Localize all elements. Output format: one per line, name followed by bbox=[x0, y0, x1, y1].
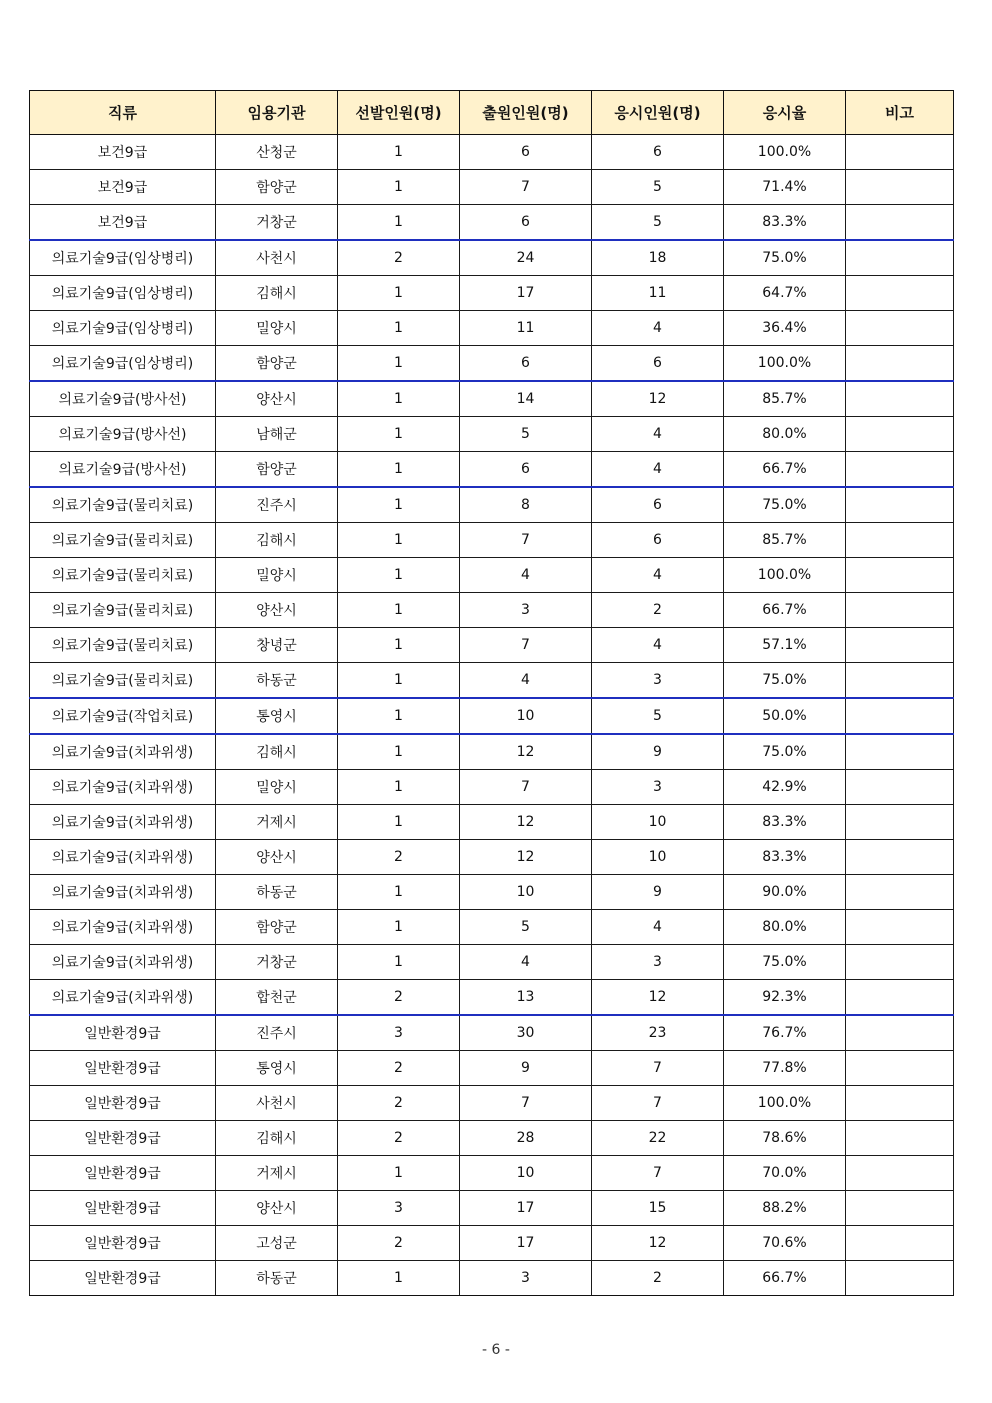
cell-job-series: 의료기술9급(방사선) bbox=[30, 452, 216, 488]
cell-agency: 사천시 bbox=[216, 240, 338, 276]
cell-attendance-rate: 80.0% bbox=[724, 910, 846, 945]
cell-applicant-count: 4 bbox=[460, 663, 592, 699]
cell-selected-count: 2 bbox=[338, 240, 460, 276]
cell-remarks bbox=[846, 1121, 954, 1156]
cell-job-series: 일반환경9급 bbox=[30, 1191, 216, 1226]
cell-selected-count: 2 bbox=[338, 840, 460, 875]
cell-attendance-rate: 70.6% bbox=[724, 1226, 846, 1261]
table-row bbox=[30, 1015, 954, 1051]
cell-agency: 하동군 bbox=[216, 663, 338, 699]
cell-agency: 하동군 bbox=[216, 1261, 338, 1296]
table-row bbox=[30, 593, 954, 628]
cell-agency: 거창군 bbox=[216, 945, 338, 980]
cell-remarks bbox=[846, 770, 954, 805]
cell-selected-count: 1 bbox=[338, 205, 460, 241]
cell-applicant-count: 17 bbox=[460, 1226, 592, 1261]
cell-agency: 양산시 bbox=[216, 1191, 338, 1226]
page-number: - 6 - bbox=[482, 1342, 510, 1358]
cell-job-series: 의료기술9급(치과위생) bbox=[30, 734, 216, 770]
cell-applicant-count: 7 bbox=[460, 170, 592, 205]
cell-remarks bbox=[846, 558, 954, 593]
cell-remarks bbox=[846, 311, 954, 346]
cell-applicant-count: 6 bbox=[460, 135, 592, 170]
cell-attendance-rate: 66.7% bbox=[724, 452, 846, 488]
cell-attendance-rate: 75.0% bbox=[724, 663, 846, 699]
cell-applicant-count: 11 bbox=[460, 311, 592, 346]
cell-attendance-rate: 76.7% bbox=[724, 1015, 846, 1051]
cell-remarks bbox=[846, 663, 954, 699]
cell-applicant-count: 7 bbox=[460, 628, 592, 663]
cell-attendance-rate: 75.0% bbox=[724, 734, 846, 770]
cell-selected-count: 1 bbox=[338, 663, 460, 699]
cell-examinee-count: 5 bbox=[592, 170, 724, 205]
cell-selected-count: 1 bbox=[338, 770, 460, 805]
cell-remarks bbox=[846, 945, 954, 980]
cell-attendance-rate: 83.3% bbox=[724, 840, 846, 875]
cell-job-series: 의료기술9급(임상병리) bbox=[30, 311, 216, 346]
cell-job-series: 보건9급 bbox=[30, 135, 216, 170]
cell-job-series: 의료기술9급(임상병리) bbox=[30, 276, 216, 311]
cell-attendance-rate: 92.3% bbox=[724, 980, 846, 1016]
table-row bbox=[30, 558, 954, 593]
cell-job-series: 일반환경9급 bbox=[30, 1015, 216, 1051]
cell-selected-count: 1 bbox=[338, 417, 460, 452]
cell-examinee-count: 7 bbox=[592, 1086, 724, 1121]
cell-attendance-rate: 70.0% bbox=[724, 1156, 846, 1191]
table-row bbox=[30, 311, 954, 346]
cell-agency: 함양군 bbox=[216, 170, 338, 205]
table-row bbox=[30, 523, 954, 558]
cell-selected-count: 2 bbox=[338, 1051, 460, 1086]
cell-examinee-count: 22 bbox=[592, 1121, 724, 1156]
cell-remarks bbox=[846, 452, 954, 488]
cell-applicant-count: 17 bbox=[460, 1191, 592, 1226]
cell-examinee-count: 4 bbox=[592, 417, 724, 452]
cell-examinee-count: 6 bbox=[592, 523, 724, 558]
cell-attendance-rate: 88.2% bbox=[724, 1191, 846, 1226]
cell-agency: 거제시 bbox=[216, 1156, 338, 1191]
cell-attendance-rate: 75.0% bbox=[724, 240, 846, 276]
cell-job-series: 의료기술9급(치과위생) bbox=[30, 980, 216, 1016]
table-row bbox=[30, 1121, 954, 1156]
cell-examinee-count: 10 bbox=[592, 840, 724, 875]
cell-remarks bbox=[846, 1015, 954, 1051]
cell-examinee-count: 7 bbox=[592, 1156, 724, 1191]
cell-agency: 창녕군 bbox=[216, 628, 338, 663]
table-row bbox=[30, 770, 954, 805]
header-examinee-count: 응시인원(명) bbox=[592, 91, 724, 135]
cell-attendance-rate: 77.8% bbox=[724, 1051, 846, 1086]
cell-remarks bbox=[846, 1261, 954, 1296]
cell-selected-count: 1 bbox=[338, 593, 460, 628]
cell-agency: 산청군 bbox=[216, 135, 338, 170]
cell-examinee-count: 6 bbox=[592, 135, 724, 170]
cell-examinee-count: 4 bbox=[592, 558, 724, 593]
cell-applicant-count: 12 bbox=[460, 805, 592, 840]
cell-attendance-rate: 80.0% bbox=[724, 417, 846, 452]
table-row bbox=[30, 840, 954, 875]
cell-applicant-count: 8 bbox=[460, 487, 592, 523]
table-row bbox=[30, 1051, 954, 1086]
cell-selected-count: 2 bbox=[338, 1226, 460, 1261]
cell-selected-count: 1 bbox=[338, 311, 460, 346]
cell-examinee-count: 3 bbox=[592, 770, 724, 805]
cell-attendance-rate: 100.0% bbox=[724, 558, 846, 593]
cell-agency: 양산시 bbox=[216, 840, 338, 875]
header-attendance-rate: 응시율 bbox=[724, 91, 846, 135]
cell-attendance-rate: 71.4% bbox=[724, 170, 846, 205]
cell-remarks bbox=[846, 1086, 954, 1121]
cell-applicant-count: 10 bbox=[460, 875, 592, 910]
cell-agency: 사천시 bbox=[216, 1086, 338, 1121]
table-row bbox=[30, 875, 954, 910]
cell-selected-count: 1 bbox=[338, 945, 460, 980]
cell-remarks bbox=[846, 1156, 954, 1191]
cell-examinee-count: 4 bbox=[592, 910, 724, 945]
cell-agency: 함양군 bbox=[216, 346, 338, 382]
cell-examinee-count: 2 bbox=[592, 1261, 724, 1296]
cell-remarks bbox=[846, 205, 954, 241]
cell-job-series: 일반환경9급 bbox=[30, 1261, 216, 1296]
table-row bbox=[30, 205, 954, 241]
cell-selected-count: 3 bbox=[338, 1191, 460, 1226]
cell-applicant-count: 3 bbox=[460, 1261, 592, 1296]
cell-remarks bbox=[846, 734, 954, 770]
cell-applicant-count: 12 bbox=[460, 840, 592, 875]
cell-remarks bbox=[846, 1191, 954, 1226]
cell-selected-count: 1 bbox=[338, 381, 460, 417]
cell-job-series: 의료기술9급(방사선) bbox=[30, 417, 216, 452]
cell-applicant-count: 4 bbox=[460, 558, 592, 593]
cell-attendance-rate: 100.0% bbox=[724, 135, 846, 170]
table-row bbox=[30, 170, 954, 205]
cell-agency: 합천군 bbox=[216, 980, 338, 1016]
cell-examinee-count: 5 bbox=[592, 205, 724, 241]
recruitment-table-container bbox=[29, 90, 953, 1296]
cell-remarks bbox=[846, 381, 954, 417]
cell-job-series: 의료기술9급(치과위생) bbox=[30, 875, 216, 910]
cell-examinee-count: 12 bbox=[592, 1226, 724, 1261]
table-row bbox=[30, 417, 954, 452]
cell-remarks bbox=[846, 1051, 954, 1086]
cell-agency: 김해시 bbox=[216, 734, 338, 770]
cell-remarks bbox=[846, 628, 954, 663]
header-applicant-count: 출원인원(명) bbox=[460, 91, 592, 135]
cell-selected-count: 1 bbox=[338, 523, 460, 558]
cell-examinee-count: 5 bbox=[592, 698, 724, 734]
cell-job-series: 의료기술9급(물리치료) bbox=[30, 558, 216, 593]
header-agency: 임용기관 bbox=[216, 91, 338, 135]
cell-job-series: 의료기술9급(치과위생) bbox=[30, 945, 216, 980]
cell-applicant-count: 6 bbox=[460, 205, 592, 241]
cell-attendance-rate: 85.7% bbox=[724, 523, 846, 558]
cell-agency: 김해시 bbox=[216, 1121, 338, 1156]
cell-job-series: 일반환경9급 bbox=[30, 1121, 216, 1156]
cell-job-series: 의료기술9급(임상병리) bbox=[30, 346, 216, 382]
table-row bbox=[30, 1261, 954, 1296]
table-body bbox=[30, 135, 954, 1296]
cell-remarks bbox=[846, 875, 954, 910]
table-row bbox=[30, 452, 954, 488]
cell-selected-count: 1 bbox=[338, 698, 460, 734]
cell-selected-count: 1 bbox=[338, 276, 460, 311]
table-row bbox=[30, 910, 954, 945]
cell-examinee-count: 3 bbox=[592, 663, 724, 699]
cell-attendance-rate: 100.0% bbox=[724, 1086, 846, 1121]
cell-attendance-rate: 83.3% bbox=[724, 805, 846, 840]
cell-agency: 함양군 bbox=[216, 452, 338, 488]
cell-selected-count: 1 bbox=[338, 1261, 460, 1296]
cell-selected-count: 1 bbox=[338, 346, 460, 382]
cell-selected-count: 1 bbox=[338, 487, 460, 523]
cell-attendance-rate: 100.0% bbox=[724, 346, 846, 382]
cell-job-series: 의료기술9급(물리치료) bbox=[30, 523, 216, 558]
cell-attendance-rate: 64.7% bbox=[724, 276, 846, 311]
cell-examinee-count: 12 bbox=[592, 381, 724, 417]
cell-attendance-rate: 57.1% bbox=[724, 628, 846, 663]
table-row bbox=[30, 346, 954, 382]
cell-attendance-rate: 36.4% bbox=[724, 311, 846, 346]
cell-applicant-count: 7 bbox=[460, 1086, 592, 1121]
cell-agency: 양산시 bbox=[216, 381, 338, 417]
header-selected-count: 선발인원(명) bbox=[338, 91, 460, 135]
cell-examinee-count: 15 bbox=[592, 1191, 724, 1226]
cell-job-series: 의료기술9급(치과위생) bbox=[30, 770, 216, 805]
header-job-series: 직류 bbox=[30, 91, 216, 135]
cell-job-series: 일반환경9급 bbox=[30, 1226, 216, 1261]
table-row bbox=[30, 487, 954, 523]
cell-remarks bbox=[846, 276, 954, 311]
cell-examinee-count: 10 bbox=[592, 805, 724, 840]
cell-examinee-count: 9 bbox=[592, 734, 724, 770]
cell-job-series: 의료기술9급(물리치료) bbox=[30, 628, 216, 663]
table-row bbox=[30, 805, 954, 840]
cell-job-series: 의료기술9급(물리치료) bbox=[30, 593, 216, 628]
cell-agency: 함양군 bbox=[216, 910, 338, 945]
table-row bbox=[30, 240, 954, 276]
cell-attendance-rate: 66.7% bbox=[724, 1261, 846, 1296]
cell-attendance-rate: 85.7% bbox=[724, 381, 846, 417]
cell-job-series: 의료기술9급(치과위생) bbox=[30, 805, 216, 840]
cell-attendance-rate: 90.0% bbox=[724, 875, 846, 910]
cell-remarks bbox=[846, 980, 954, 1016]
cell-job-series: 의료기술9급(물리치료) bbox=[30, 663, 216, 699]
cell-examinee-count: 18 bbox=[592, 240, 724, 276]
table-row bbox=[30, 1191, 954, 1226]
cell-remarks bbox=[846, 170, 954, 205]
cell-applicant-count: 17 bbox=[460, 276, 592, 311]
cell-agency: 진주시 bbox=[216, 487, 338, 523]
cell-examinee-count: 4 bbox=[592, 452, 724, 488]
table-row bbox=[30, 1086, 954, 1121]
table-row bbox=[30, 980, 954, 1016]
cell-job-series: 일반환경9급 bbox=[30, 1051, 216, 1086]
cell-attendance-rate: 75.0% bbox=[724, 487, 846, 523]
cell-applicant-count: 6 bbox=[460, 452, 592, 488]
cell-applicant-count: 30 bbox=[460, 1015, 592, 1051]
cell-agency: 고성군 bbox=[216, 1226, 338, 1261]
cell-applicant-count: 10 bbox=[460, 1156, 592, 1191]
cell-examinee-count: 3 bbox=[592, 945, 724, 980]
cell-selected-count: 1 bbox=[338, 452, 460, 488]
cell-remarks bbox=[846, 240, 954, 276]
exam-applicants-table bbox=[29, 90, 954, 1296]
cell-agency: 거창군 bbox=[216, 205, 338, 241]
cell-agency: 밀양시 bbox=[216, 311, 338, 346]
cell-examinee-count: 23 bbox=[592, 1015, 724, 1051]
cell-job-series: 일반환경9급 bbox=[30, 1086, 216, 1121]
table-row bbox=[30, 1156, 954, 1191]
cell-applicant-count: 7 bbox=[460, 770, 592, 805]
cell-applicant-count: 5 bbox=[460, 417, 592, 452]
cell-remarks bbox=[846, 523, 954, 558]
table-row bbox=[30, 381, 954, 417]
cell-examinee-count: 4 bbox=[592, 628, 724, 663]
cell-selected-count: 1 bbox=[338, 875, 460, 910]
cell-attendance-rate: 50.0% bbox=[724, 698, 846, 734]
cell-applicant-count: 13 bbox=[460, 980, 592, 1016]
cell-applicant-count: 5 bbox=[460, 910, 592, 945]
cell-remarks bbox=[846, 698, 954, 734]
cell-remarks bbox=[846, 1226, 954, 1261]
cell-applicant-count: 6 bbox=[460, 346, 592, 382]
cell-job-series: 의료기술9급(임상병리) bbox=[30, 240, 216, 276]
table-row bbox=[30, 663, 954, 699]
cell-remarks bbox=[846, 593, 954, 628]
cell-agency: 양산시 bbox=[216, 593, 338, 628]
table-row bbox=[30, 276, 954, 311]
cell-agency: 통영시 bbox=[216, 1051, 338, 1086]
cell-remarks bbox=[846, 840, 954, 875]
cell-remarks bbox=[846, 135, 954, 170]
table-row bbox=[30, 698, 954, 734]
cell-job-series: 의료기술9급(방사선) bbox=[30, 381, 216, 417]
cell-remarks bbox=[846, 910, 954, 945]
cell-attendance-rate: 83.3% bbox=[724, 205, 846, 241]
cell-agency: 남해군 bbox=[216, 417, 338, 452]
cell-examinee-count: 6 bbox=[592, 346, 724, 382]
table-header-row bbox=[30, 91, 954, 135]
cell-attendance-rate: 75.0% bbox=[724, 945, 846, 980]
cell-job-series: 의료기술9급(치과위생) bbox=[30, 910, 216, 945]
cell-remarks bbox=[846, 487, 954, 523]
cell-agency: 밀양시 bbox=[216, 770, 338, 805]
cell-agency: 김해시 bbox=[216, 276, 338, 311]
table-row bbox=[30, 135, 954, 170]
cell-selected-count: 1 bbox=[338, 170, 460, 205]
cell-selected-count: 3 bbox=[338, 1015, 460, 1051]
cell-agency: 진주시 bbox=[216, 1015, 338, 1051]
cell-applicant-count: 4 bbox=[460, 945, 592, 980]
cell-selected-count: 2 bbox=[338, 980, 460, 1016]
cell-applicant-count: 14 bbox=[460, 381, 592, 417]
cell-job-series: 의료기술9급(치과위생) bbox=[30, 840, 216, 875]
table-row bbox=[30, 1226, 954, 1261]
cell-applicant-count: 10 bbox=[460, 698, 592, 734]
cell-applicant-count: 9 bbox=[460, 1051, 592, 1086]
cell-selected-count: 2 bbox=[338, 1121, 460, 1156]
cell-agency: 통영시 bbox=[216, 698, 338, 734]
cell-job-series: 보건9급 bbox=[30, 170, 216, 205]
cell-agency: 김해시 bbox=[216, 523, 338, 558]
cell-examinee-count: 6 bbox=[592, 487, 724, 523]
table-row bbox=[30, 628, 954, 663]
cell-agency: 거제시 bbox=[216, 805, 338, 840]
cell-examinee-count: 9 bbox=[592, 875, 724, 910]
cell-job-series: 의료기술9급(작업치료) bbox=[30, 698, 216, 734]
cell-job-series: 의료기술9급(물리치료) bbox=[30, 487, 216, 523]
cell-applicant-count: 3 bbox=[460, 593, 592, 628]
table-row bbox=[30, 945, 954, 980]
cell-job-series: 보건9급 bbox=[30, 205, 216, 241]
cell-selected-count: 1 bbox=[338, 558, 460, 593]
cell-examinee-count: 4 bbox=[592, 311, 724, 346]
cell-selected-count: 1 bbox=[338, 805, 460, 840]
cell-selected-count: 1 bbox=[338, 628, 460, 663]
cell-examinee-count: 7 bbox=[592, 1051, 724, 1086]
cell-agency: 하동군 bbox=[216, 875, 338, 910]
cell-attendance-rate: 66.7% bbox=[724, 593, 846, 628]
cell-applicant-count: 7 bbox=[460, 523, 592, 558]
cell-examinee-count: 2 bbox=[592, 593, 724, 628]
cell-selected-count: 1 bbox=[338, 734, 460, 770]
cell-examinee-count: 11 bbox=[592, 276, 724, 311]
cell-selected-count: 2 bbox=[338, 1086, 460, 1121]
cell-remarks bbox=[846, 417, 954, 452]
cell-examinee-count: 12 bbox=[592, 980, 724, 1016]
cell-applicant-count: 24 bbox=[460, 240, 592, 276]
cell-applicant-count: 12 bbox=[460, 734, 592, 770]
cell-selected-count: 1 bbox=[338, 135, 460, 170]
cell-remarks bbox=[846, 805, 954, 840]
table-row bbox=[30, 734, 954, 770]
cell-applicant-count: 28 bbox=[460, 1121, 592, 1156]
header-remarks: 비고 bbox=[846, 91, 954, 135]
cell-agency: 밀양시 bbox=[216, 558, 338, 593]
cell-attendance-rate: 78.6% bbox=[724, 1121, 846, 1156]
cell-selected-count: 1 bbox=[338, 910, 460, 945]
cell-job-series: 일반환경9급 bbox=[30, 1156, 216, 1191]
cell-attendance-rate: 42.9% bbox=[724, 770, 846, 805]
cell-selected-count: 1 bbox=[338, 1156, 460, 1191]
cell-remarks bbox=[846, 346, 954, 382]
